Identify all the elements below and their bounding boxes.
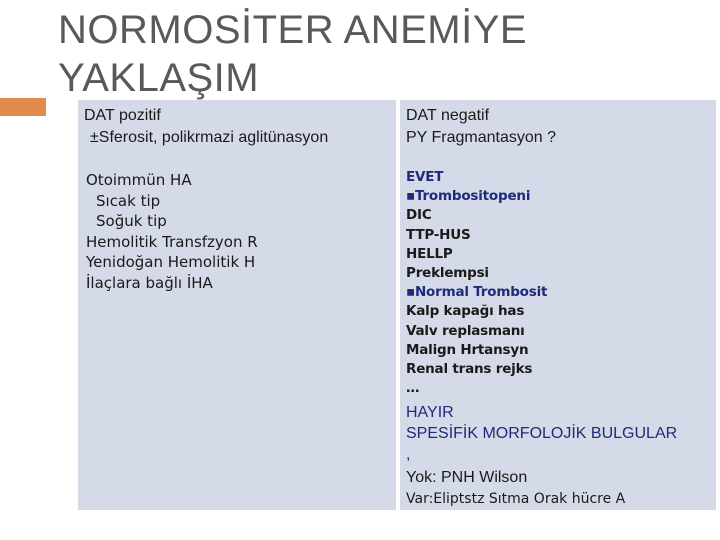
left-item-otoimmun: Otoimmün HA — [86, 171, 192, 189]
left-item-yenidogan: Yenidoğan Hemolitik H — [86, 253, 256, 271]
left-header-line-2: ±Sferosit, polikrmazi aglitünasyon — [90, 129, 329, 146]
hayir-label: HAYIR — [406, 404, 454, 421]
right-header-line-2: PY Fragmantasyon ? — [406, 129, 557, 146]
normal-trombosit-label: ▪Normal Trombosit — [406, 284, 548, 301]
left-header-line-1: DAT pozitif — [84, 107, 161, 124]
cond-ttp-hus: TTP-HUS — [406, 226, 471, 243]
cond-dic: DIC — [406, 207, 432, 224]
cond-valv: Valv replasmanı — [406, 322, 525, 339]
evet-label: EVET — [406, 169, 444, 185]
spesifik-label: SPESİFİK MORFOLOJİK BULGULAR — [406, 425, 678, 442]
cond-preklempsi: Preklempsi — [406, 265, 489, 282]
var-line: Var:Eliptstz Sıtma Orak hücre A — [406, 491, 626, 507]
cond-hellp: HELLP — [406, 245, 453, 262]
cond-renal: Renal trans rejks — [406, 361, 533, 378]
title-line-1: NORMOSİTER ANEMİYE — [58, 8, 528, 52]
yok-line: Yok: PNH Wilson — [406, 469, 528, 486]
right-header-line-1: DAT negatif — [406, 107, 490, 124]
cond-kalp-kapagi: Kalp kapağı has — [406, 303, 525, 320]
hayir-block — [406, 402, 677, 465]
accent-bar — [0, 98, 46, 116]
title-line-2: YAKLAŞIM — [58, 56, 260, 100]
left-item-soguk: Soğuk tip — [96, 212, 167, 230]
left-item-sicak: Sıcak tip — [96, 191, 161, 210]
cond-ellipsis: … — [406, 380, 420, 397]
left-item-transfuzyon: Hemolitik Transfzyon R — [86, 232, 258, 251]
right-conditions — [406, 168, 547, 398]
page-title — [58, 6, 708, 102]
cond-malign: Malign Hrtansyn — [406, 341, 529, 358]
left-item-ilaclar: İlaçlara bağlı İHA — [86, 273, 213, 292]
left-panel — [78, 100, 396, 510]
comma-label: , — [406, 446, 411, 463]
trombositopeni-label: ▪Trombositopeni — [406, 188, 531, 205]
left-list — [86, 170, 258, 293]
